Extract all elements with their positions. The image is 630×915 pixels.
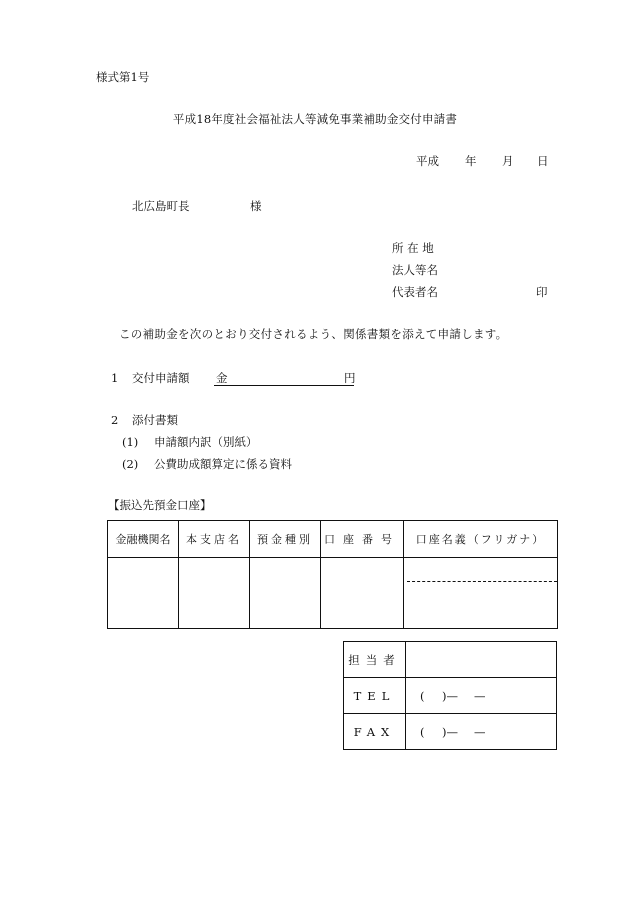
representative-label: 代表者名: [392, 285, 438, 299]
addressee-name: 北広島町長: [132, 199, 190, 213]
bank-account-heading: 【振込先預金口座】: [108, 498, 212, 512]
body-text: この補助金を次のとおり交付されるよう、関係書類を添えて申請します。: [119, 327, 508, 341]
header-deposit-type: 預金種別: [250, 521, 321, 558]
fax-field[interactable]: [406, 714, 557, 750]
header-account-number: 口座番号: [321, 521, 404, 558]
fax-row: [344, 714, 557, 750]
date-month: 月: [502, 154, 514, 168]
bank-account-table: [107, 520, 558, 629]
fax-paren-close: ): [442, 724, 447, 739]
furigana-divider: [407, 581, 557, 582]
fax-paren-open: (: [420, 724, 425, 739]
tel-label: TEL: [344, 678, 406, 714]
fax-dash-2: —: [474, 724, 486, 739]
date-year: 年: [465, 154, 477, 168]
contact-table: [343, 641, 557, 750]
fax-dash-1: —: [446, 724, 458, 739]
tel-dash-2: —: [474, 688, 486, 703]
address-label: 所 在 地: [392, 241, 434, 255]
subitem-2-index: (2): [122, 457, 139, 471]
date-day: 日: [537, 154, 549, 168]
deposit-type-cell[interactable]: [250, 558, 321, 629]
document-title: 平成18年度社会福祉法人等減免事業補助金交付申請書: [172, 112, 458, 126]
item-1-number: 1: [111, 371, 119, 385]
date-era: 平成: [416, 154, 439, 168]
account-holder-cell[interactable]: [404, 558, 558, 629]
header-branch-name: 本支店名: [179, 521, 250, 558]
subitem-2-text: 公費助成額算定に係る資料: [154, 457, 292, 471]
bank-name-cell[interactable]: [108, 558, 179, 629]
tel-row: [344, 678, 557, 714]
tel-paren-open: (: [420, 688, 425, 703]
subitem-1-text: 申請額内訳（別紙）: [154, 435, 258, 449]
bank-table-input-row: [108, 558, 558, 629]
item-1-label: 交付申請額: [132, 371, 190, 385]
seal-mark: 印: [536, 285, 548, 299]
account-number-cell[interactable]: [321, 558, 404, 629]
header-bank-name: 金融機関名: [108, 521, 179, 558]
tel-paren-close: ): [442, 688, 447, 703]
amount-suffix: 円: [344, 371, 356, 385]
amount-field-line[interactable]: [214, 385, 354, 386]
addressee-honorific: 様: [250, 199, 262, 213]
item-2-label: 添付書類: [132, 413, 178, 427]
tel-field[interactable]: [406, 678, 557, 714]
tel-dash-1: —: [446, 688, 458, 703]
contact-person-label: 担当者: [344, 642, 406, 678]
bank-table-header-row: [108, 521, 558, 558]
header-account-holder: 口座名義（フリガナ）: [404, 521, 558, 558]
contact-person-row: [344, 642, 557, 678]
form-number: 様式第1号: [96, 70, 150, 84]
item-2-number: 2: [111, 413, 119, 427]
amount-prefix: 金: [216, 371, 228, 385]
contact-person-field[interactable]: [406, 642, 557, 678]
branch-name-cell[interactable]: [179, 558, 250, 629]
fax-label: FAX: [344, 714, 406, 750]
org-name-label: 法人等名: [392, 263, 438, 277]
subitem-1-index: (1): [122, 435, 139, 449]
